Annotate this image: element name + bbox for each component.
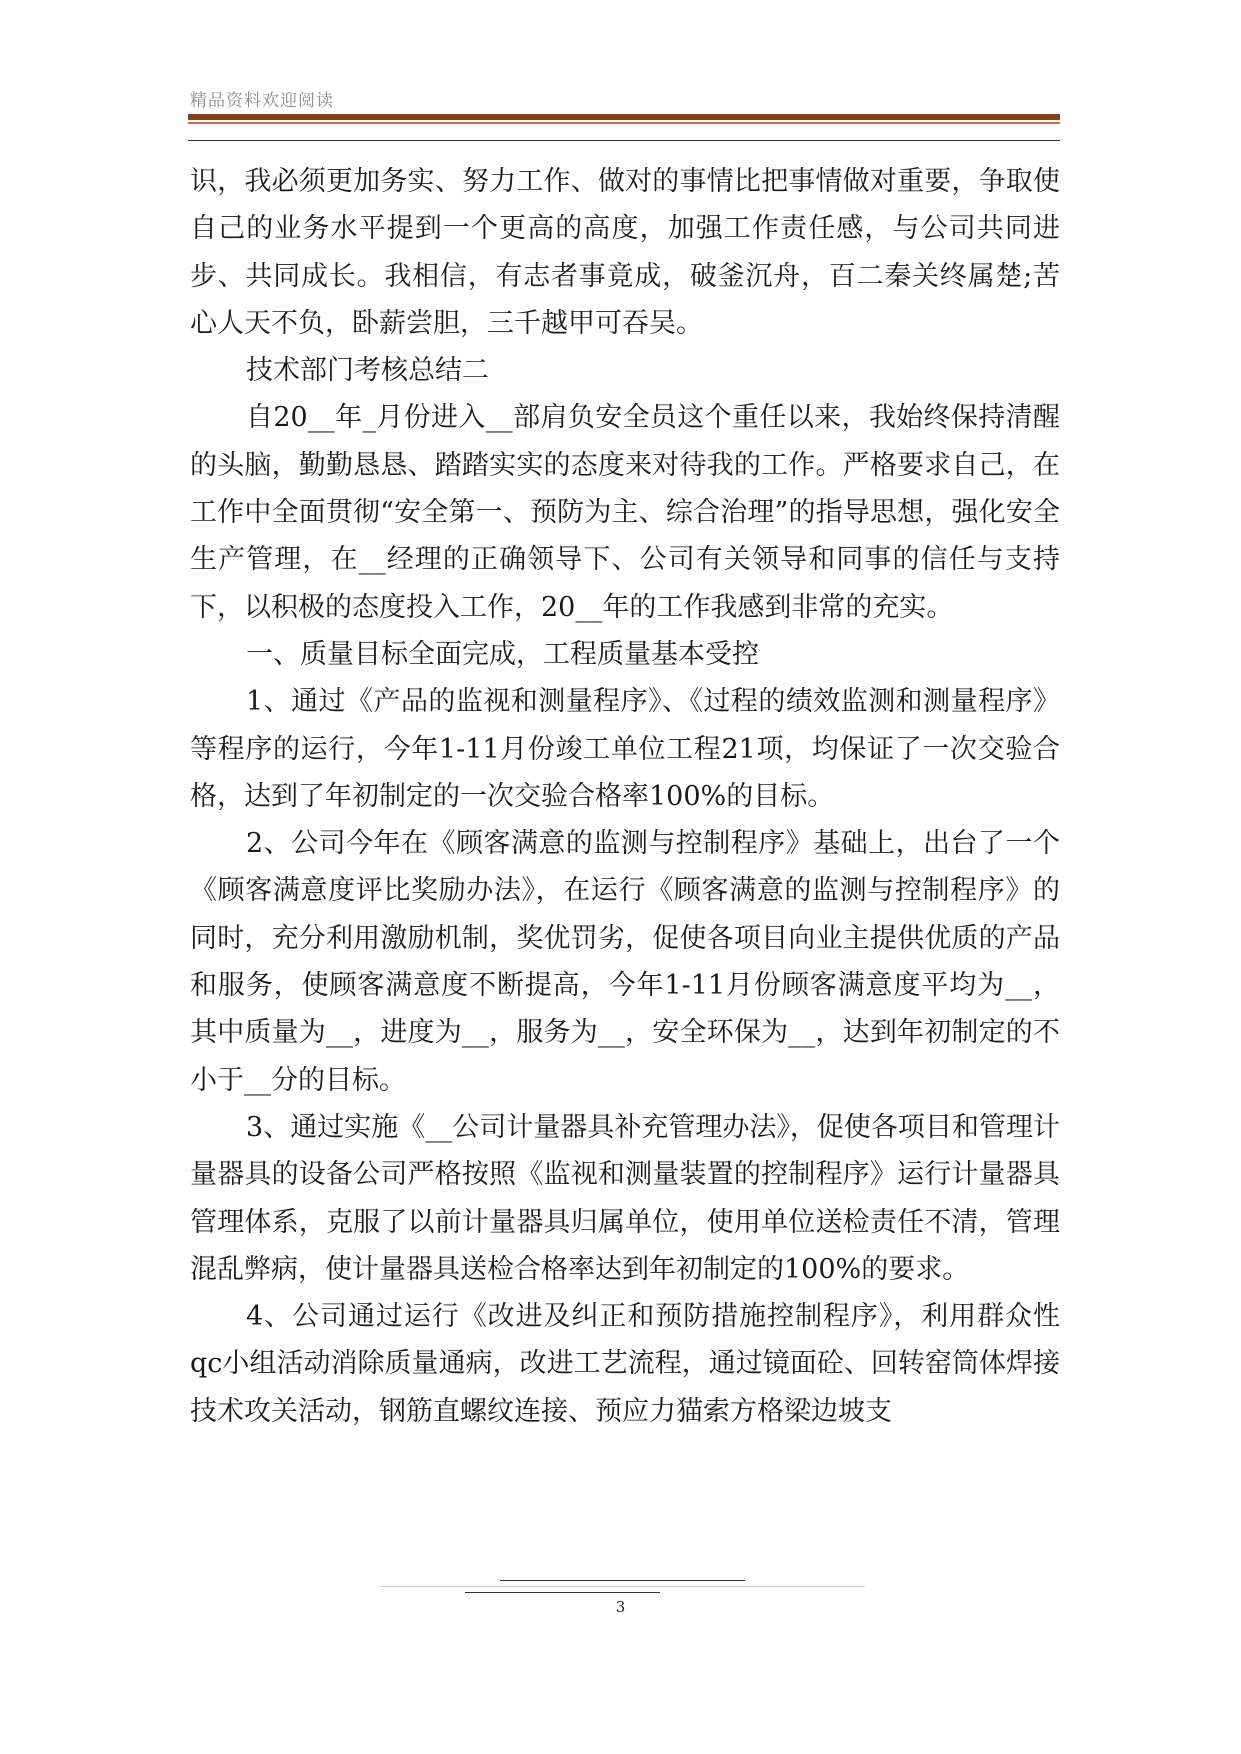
header-rule-dark: [188, 140, 1060, 141]
subsection-heading: 一、质量目标全面完成，工程质量基本受控: [246, 638, 759, 670]
paragraph-item-3: 3、通过实施《__公司计量器具补充管理办法》，促使各项目和管理计量器具的设备公司严格按照《监视和测量装置的控制程序》运行计量器具管理体系，克服了以前计量器具归属单位，使用单位送检责任不清，管理混乱弊病，使计量器具送检合格率达到年初制定的100%的要求。: [190, 1111, 1060, 1285]
running-header: 精品资料欢迎阅读: [190, 91, 334, 111]
header-rule-thin: [188, 122, 1060, 124]
paragraph-item-1: 1、通过《产品的监视和测量程序》、《过程的绩效监测和测量程序》等程序的运行，今年1-11月份竣工单位工程21项，均保证了一次交验合格，达到了年初制定的一次交验合格率100%的目标。: [190, 686, 1060, 812]
header-rule-thick: [188, 114, 1060, 120]
paragraph-item-2: 2、公司今年在《顾客满意的监测与控制程序》基础上，出台了一个《顾客满意度评比奖励办法》，在运行《顾客满意的监测与控制程序》的同时，充分利用激励机制，奖优罚劣，促使各项目向业主提供优质的产品和服务，使顾客满意度不断提高，今年1-11月份顾客满意度平均为__，其中质量为__，进度为__，服务为__，安全环保为__，达到年初制定的不小于__分的目标。: [190, 828, 1060, 1096]
paragraph-continuation: 识，我必须更加务实、努力工作、做对的事情比把事情做对重要，争取使自己的业务水平提到一个更高的高度，加强工作责任感，与公司共同进步、共同成长。我相信，有志者事竟成，破釜沉舟，百二秦关终属楚;苦心人天不负，卧薪尝胆，三千越甲可吞吴。: [190, 166, 1060, 339]
paragraph-item-4: 4、公司通过运行《改进及纠正和预防措施控制程序》，利用群众性qc小组活动消除质量通病，改进工艺流程，通过镜面砼、回转窑筒体焊接技术攻关活动，钢筋直螺纹连接、预应力猫索方格梁边坡支: [190, 1301, 1060, 1427]
section-title: 技术部门考核总结二: [246, 355, 489, 387]
body-text: [190, 158, 1060, 1435]
footer-rule-light: [380, 1586, 865, 1587]
paragraph: 自20__年_月份进入__部肩负安全员这个重任以来，我始终保持清醒的头脑，勤勤恳恳、踏踏实实的态度来对待我的工作。严格要求自己，在工作中全面贯彻“安全第一、预防为主、综合治理”的指导思想，强化安全生产管理，在__经理的正确领导下、公司有关领导和同事的信任与支持下，以积极的态度投入工作，20__年的工作我感到非常的充实。: [190, 402, 1060, 623]
page-number: 3: [615, 1598, 626, 1616]
footer-rule-lower: [465, 1592, 660, 1593]
footer-rule-upper: [500, 1580, 745, 1581]
